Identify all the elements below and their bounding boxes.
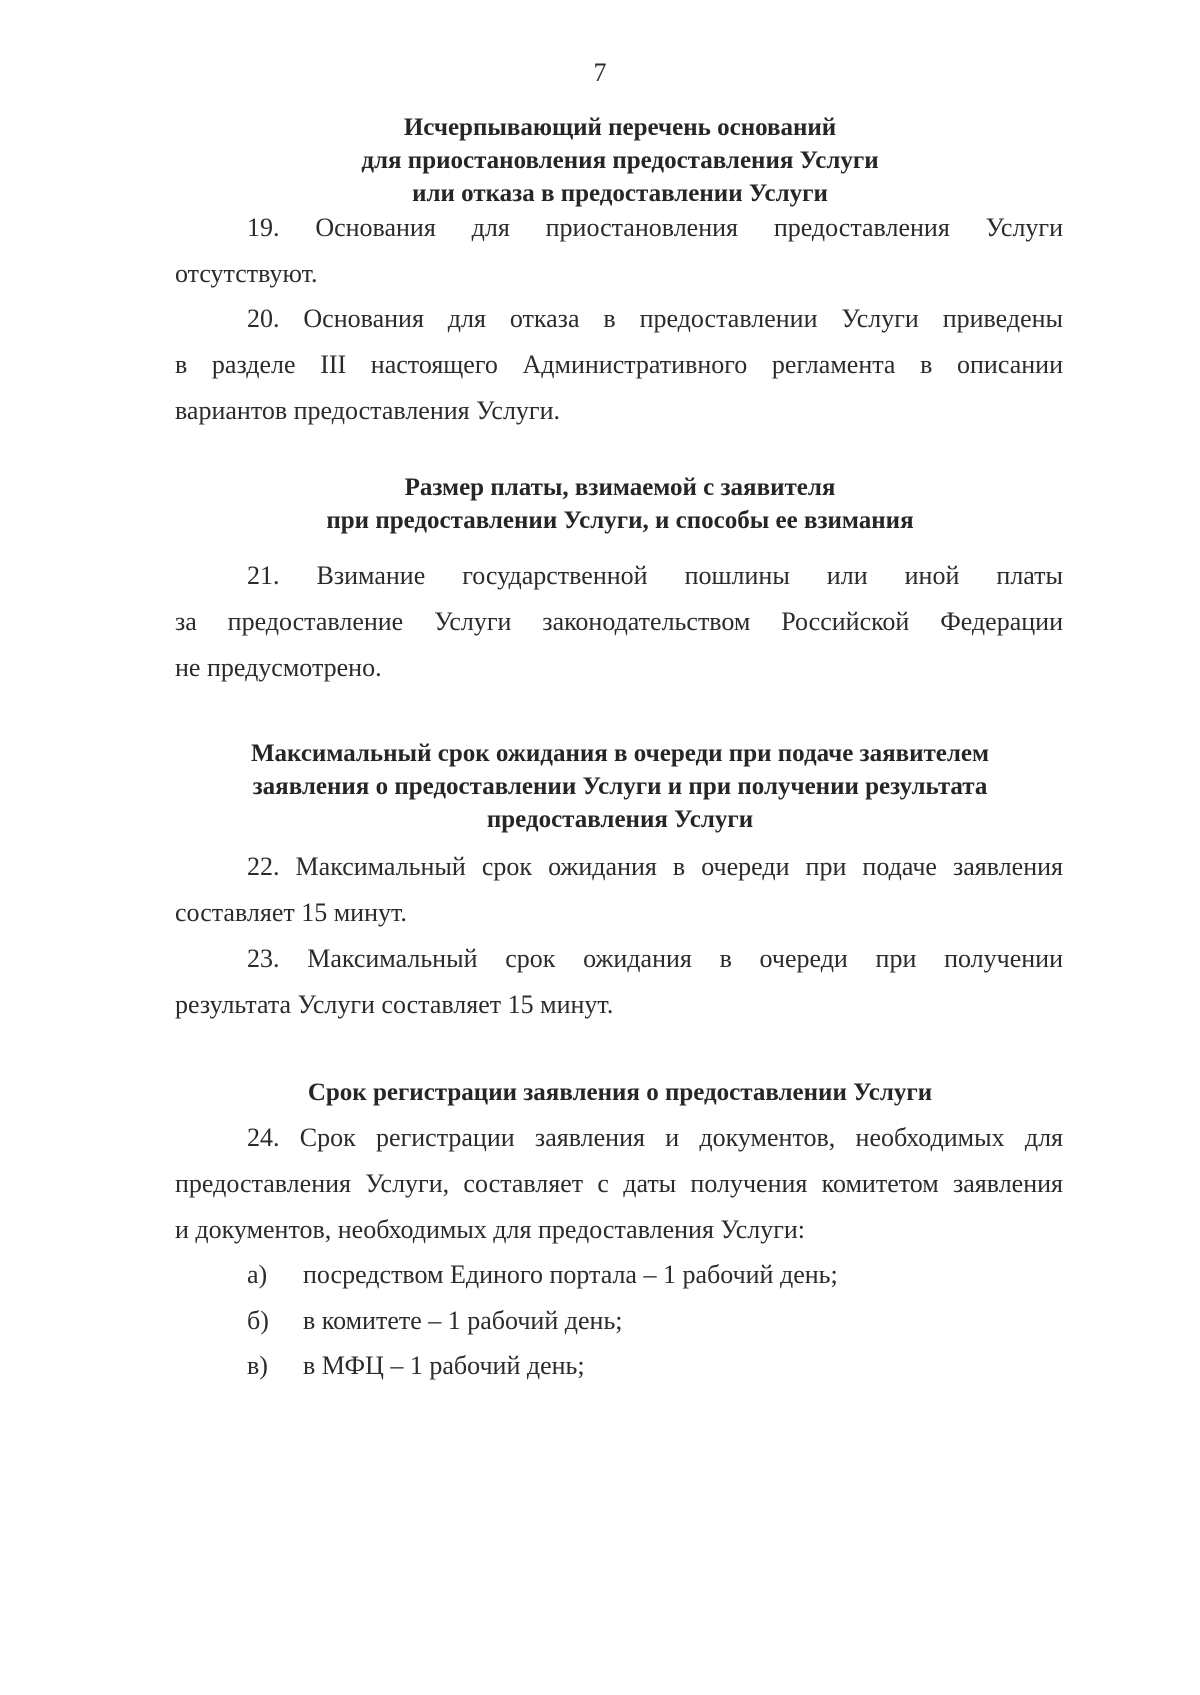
heading-line: Исчерпывающий перечень оснований — [403, 114, 837, 141]
paragraph-24 — [175, 1115, 1063, 1253]
paragraph-line: вариантов предоставления Услуги. — [175, 396, 560, 425]
paragraph-line: в разделе III настоящего Административного регламента в описании — [175, 350, 1063, 379]
page-number: 7 — [593, 58, 607, 87]
list-marker: а) — [247, 1260, 268, 1289]
list-item-committee — [247, 1298, 623, 1344]
paragraph-line: предоставления Услуги, составляет с даты получения комитетом заявления — [175, 1169, 1063, 1198]
paragraph-22 — [175, 844, 1063, 936]
paragraph-line: результата Услуги составляет 15 минут. — [175, 990, 614, 1019]
paragraph-20 — [175, 296, 1063, 434]
paragraph-line: и документов, необходимых для предоставления Услуги: — [175, 1215, 806, 1244]
paragraph-line: 20. Основания для отказа в предоставлении Услуги приведены — [247, 304, 1063, 333]
heading-line: для приостановления предоставления Услуги — [361, 147, 879, 174]
paragraph-21 — [175, 553, 1063, 691]
paragraph-line: 24. Срок регистрации заявления и документов, необходимых для — [247, 1123, 1063, 1152]
list-marker: в) — [247, 1351, 268, 1380]
heading-line: при предоставлении Услуги, и способы ее взимания — [326, 507, 914, 534]
list-marker: б) — [247, 1306, 269, 1335]
paragraph-line: 22. Максимальный срок ожидания в очереди при подаче заявления — [247, 852, 1063, 881]
heading-line: предоставления Услуги — [486, 806, 754, 833]
paragraph-23 — [175, 936, 1063, 1028]
heading-line: заявления о предоставлении Услуги и при получении результата — [252, 773, 988, 800]
list-item-text: в комитете – 1 рабочий день; — [303, 1306, 623, 1335]
paragraph-line: составляет 15 минут. — [175, 898, 407, 927]
paragraph-line: за предоставление Услуги законодательством Российской Федерации — [175, 607, 1063, 636]
paragraph-line: 23. Максимальный срок ожидания в очереди при получении — [247, 944, 1063, 973]
section-heading-fees — [180, 471, 1060, 537]
section-heading-registration-time — [180, 1076, 1060, 1109]
list-item-portal — [247, 1252, 838, 1298]
heading-line: Максимальный срок ожидания в очереди при подаче заявителем — [250, 740, 990, 767]
paragraph-line: не предусмотрено. — [175, 653, 382, 682]
heading-line: или отказа в предоставлении Услуги — [412, 180, 828, 207]
section-heading-suspension-grounds — [180, 111, 1060, 210]
heading-line: Размер платы, взимаемой с заявителя — [404, 474, 836, 501]
heading-line: Срок регистрации заявления о предоставлении Услуги — [307, 1079, 933, 1106]
paragraph-line: 21. Взимание государственной пошлины или иной платы — [247, 561, 1063, 590]
list-item-mfc — [247, 1343, 585, 1389]
paragraph-line: отсутствуют. — [175, 259, 318, 288]
list-item-text: в МФЦ – 1 рабочий день; — [303, 1351, 585, 1380]
paragraph-line: 19. Основания для приостановления предоставления Услуги — [247, 213, 1063, 242]
list-item-text: посредством Единого портала – 1 рабочий день; — [303, 1260, 838, 1289]
section-heading-queue-time — [180, 737, 1060, 836]
paragraph-19 — [175, 205, 1063, 297]
